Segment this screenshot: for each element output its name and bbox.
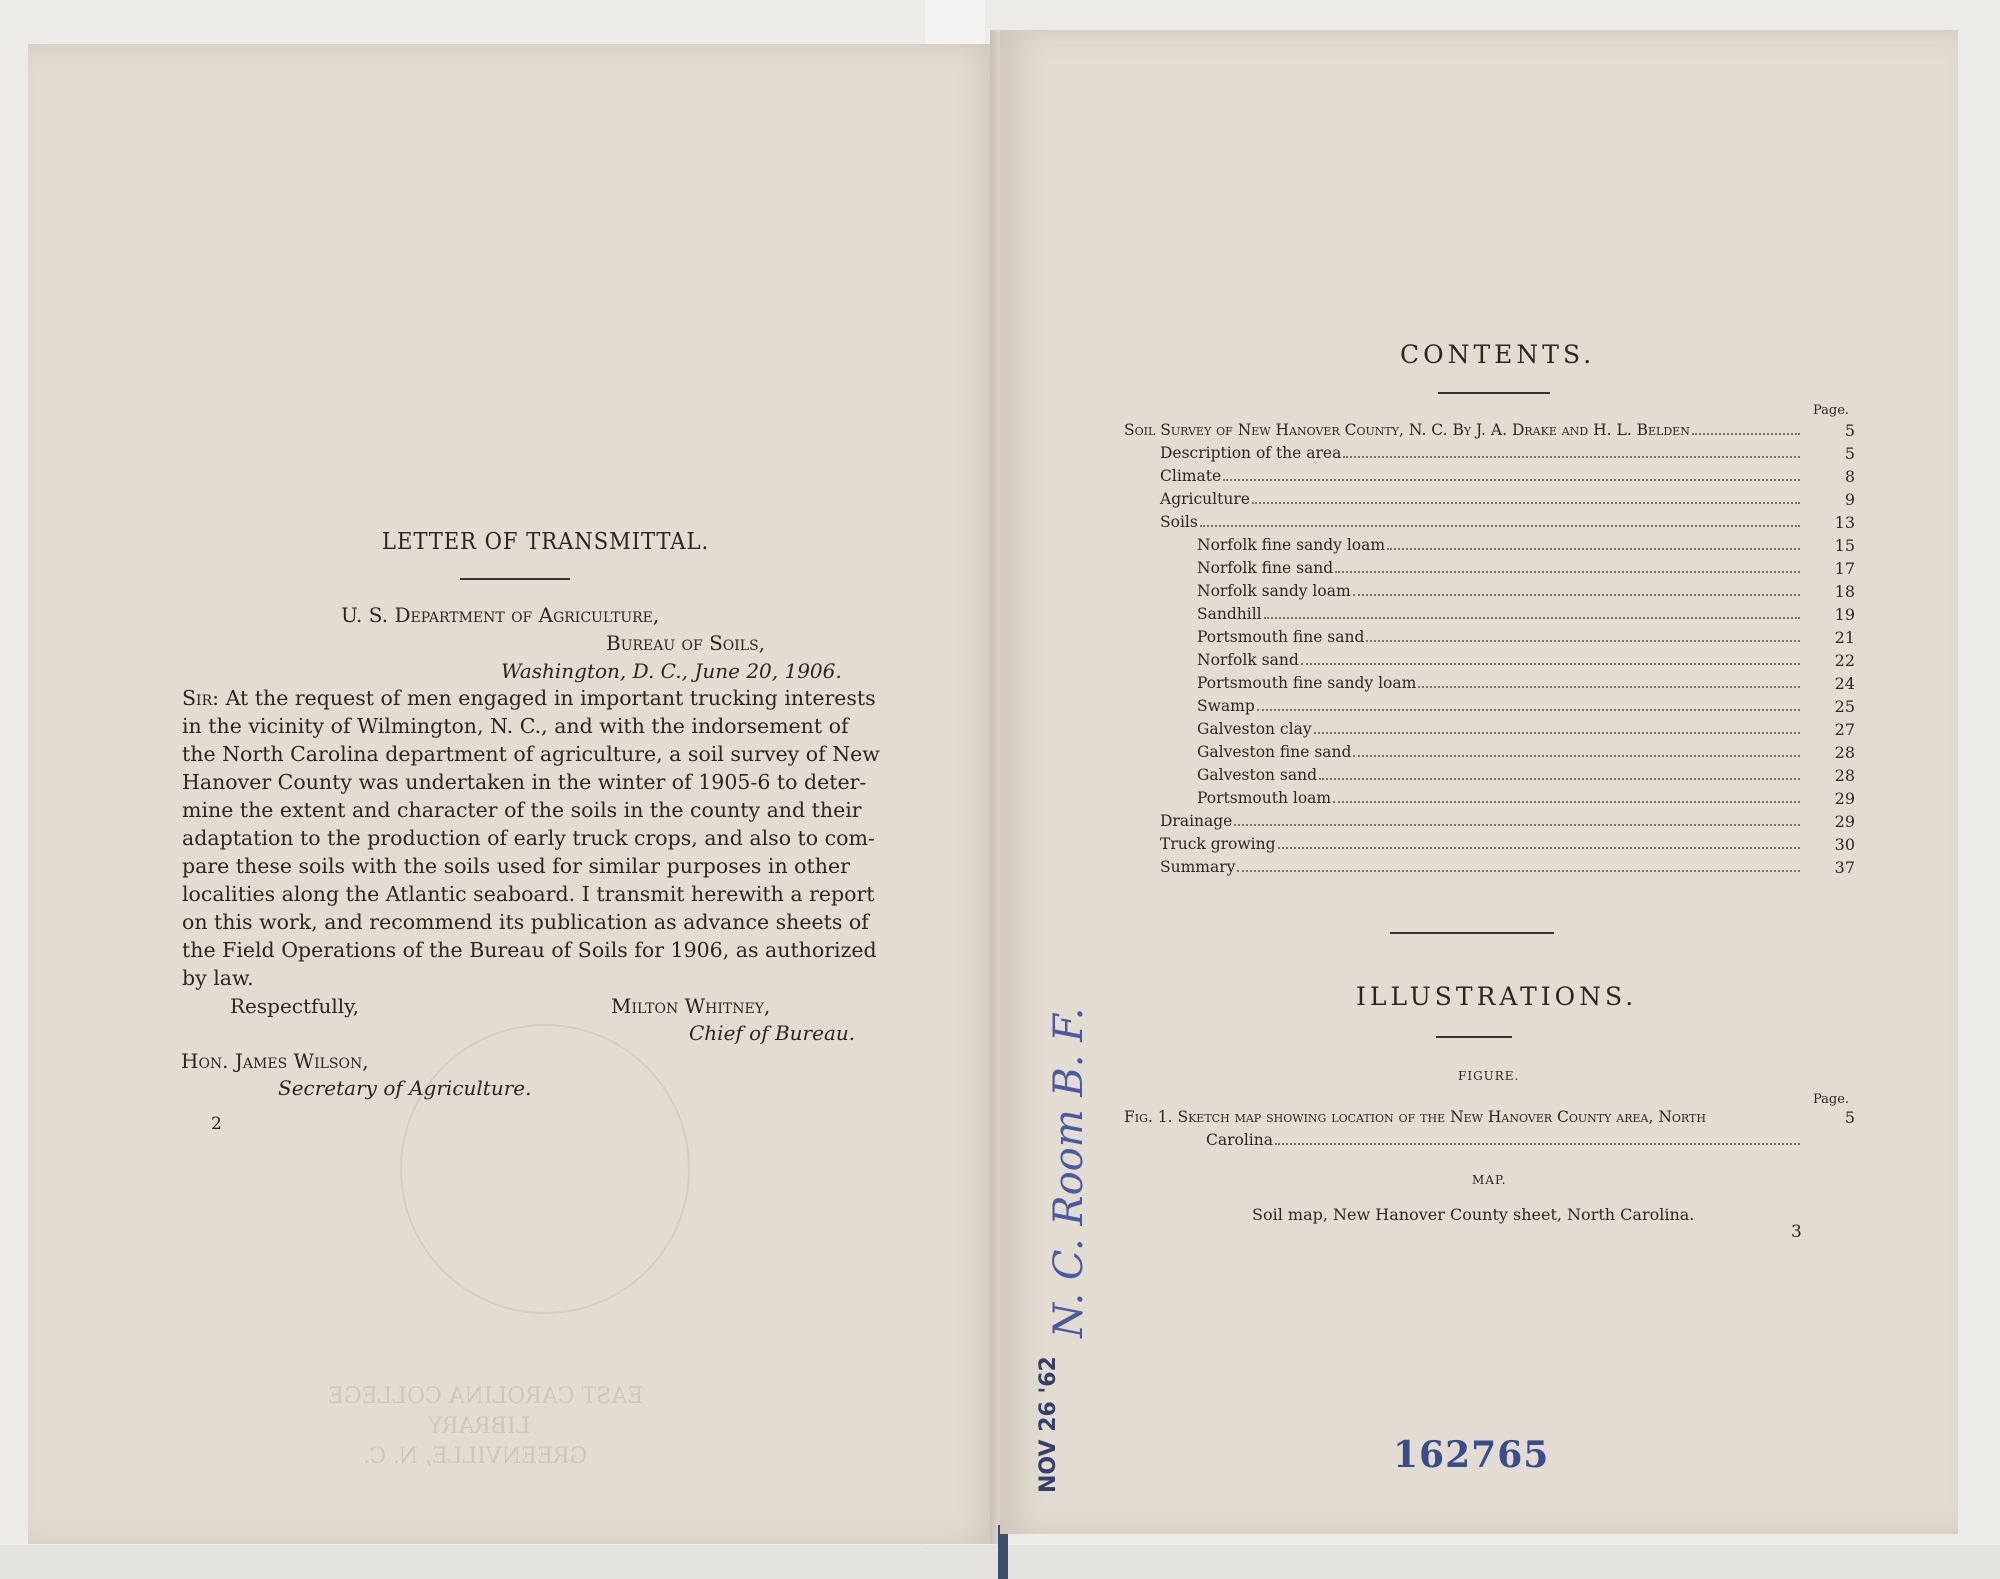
page-number-left: 2: [211, 1114, 222, 1134]
toc-entry-page: 37: [1834, 858, 1855, 877]
body-line-10: the Field Operations of the Bureau of Soils for 1906, as authorized: [182, 938, 877, 962]
toc-entry-page: 30: [1834, 835, 1855, 854]
title-rule: [460, 578, 570, 580]
toc-entry: Portsmouth fine sand: [1197, 628, 1804, 650]
toc-main-label: Soil Survey of New Hanover County, N. C. By J. A. Drake and H. L. Belden: [1124, 421, 1690, 439]
toc-entry: Galveston sand: [1197, 766, 1804, 788]
page-header: Page.: [1813, 403, 1850, 418]
handwritten-note: N. C. Room B. F.: [1046, 1007, 1092, 1338]
body-line-8: localities along the Atlantic seaboard. I transmit herewith a report: [182, 882, 875, 906]
illustrations-title: ILLUSTRATIONS.: [1356, 982, 1638, 1011]
toc-entry-page: 27: [1834, 720, 1855, 739]
address-line-1: U. S. Department of Agriculture,: [341, 603, 660, 627]
recipient-name: Hon. James Wilson,: [181, 1049, 369, 1073]
toc-entry-page: 8: [1844, 467, 1855, 486]
address-line-3: Washington, D. C., June 20, 1906.: [501, 659, 842, 683]
toc-entry-page: 9: [1844, 490, 1855, 509]
section-divider: [1390, 932, 1554, 934]
library-stamp-line-1: EAST CAROLINA COLLEGE: [328, 1384, 644, 1409]
left-page: [28, 44, 1000, 1544]
figure-header: FIGURE.: [1458, 1069, 1520, 1083]
toc-entry-page: 24: [1834, 674, 1855, 693]
toc-main-page: 5: [1844, 421, 1855, 440]
toc-entry-page: 5: [1844, 444, 1855, 463]
toc-entry: Drainage: [1160, 812, 1804, 834]
toc-entry: Norfolk fine sandy loam: [1197, 536, 1804, 558]
toc-entry: Portsmouth loam: [1197, 789, 1804, 811]
recipient-title: Secretary of Agriculture.: [278, 1076, 532, 1100]
toc-entry-page: 25: [1834, 697, 1855, 716]
toc-entry: Galveston fine sand: [1197, 743, 1804, 765]
signer-name: Milton Whitney,: [611, 994, 771, 1018]
toc-entry: Summary: [1160, 858, 1804, 880]
accession-number-stamp: 162765: [1393, 1434, 1550, 1476]
body-line-9: on this work, and recommend its publication as advance sheets of: [182, 910, 869, 934]
figure-page: 5: [1844, 1108, 1855, 1127]
figure-page-header: Page.: [1813, 1092, 1850, 1107]
toc-entry-page: 18: [1834, 582, 1855, 601]
toc-entry-page: 29: [1834, 812, 1855, 831]
page-number-right: 3: [1791, 1222, 1802, 1242]
body-line-5: mine the extent and character of the soils in the county and their: [182, 798, 862, 822]
toc-entry-page: 21: [1834, 628, 1855, 647]
toc-entry: Agriculture: [1160, 490, 1804, 512]
toc-entry: Norfolk fine sand: [1197, 559, 1804, 581]
salutation: Sir:: [182, 686, 220, 710]
right-page: [1000, 30, 1958, 1534]
map-header: MAP.: [1472, 1173, 1507, 1187]
toc-entry: Portsmouth fine sandy loam: [1197, 674, 1804, 696]
map-line: Soil map, New Hanover County sheet, North Carolina.: [1252, 1205, 1695, 1224]
address-line-2: Bureau of Soils,: [606, 631, 766, 655]
toc-entry: Norfolk sand: [1197, 651, 1804, 673]
closing: Respectfully,: [230, 994, 360, 1018]
toc-entry: Climate: [1160, 467, 1804, 489]
illustrations-rule: [1436, 1036, 1512, 1038]
toc-entry-page: 15: [1834, 536, 1855, 555]
library-stamp-line-2: LIBRARY: [428, 1414, 531, 1439]
toc-entry-page: 28: [1834, 743, 1855, 762]
toc-entry: Galveston clay: [1197, 720, 1804, 742]
toc-entry: Swamp: [1197, 697, 1804, 719]
toc-entry-page: 17: [1834, 559, 1855, 578]
toc-entry-page: 19: [1834, 605, 1855, 624]
toc-entry: Truck growing: [1160, 835, 1804, 857]
date-stamp: NOV 26 '62: [1036, 1356, 1061, 1493]
toc-entry-page: 28: [1834, 766, 1855, 785]
toc-entry-page: 29: [1834, 789, 1855, 808]
toc-entry: Norfolk sandy loam: [1197, 582, 1804, 604]
figure-line-2: Carolina: [1206, 1131, 1804, 1153]
body-line-1: Sir: At the request of men engaged in important trucking interests: [182, 686, 876, 710]
figure-line-1: Fig. 1. Sketch map showing location of the New Hanover County area, North: [1124, 1108, 1706, 1126]
seal-bleedthrough: [400, 1024, 690, 1314]
contents-title: CONTENTS.: [1400, 340, 1596, 369]
toc-entry-page: 13: [1834, 513, 1855, 532]
body-line-4: Hanover County was undertaken in the winter of 1905-6 to deter-: [182, 770, 867, 794]
body-line-2: in the vicinity of Wilmington, N. C., and with the indorsement of: [182, 714, 849, 738]
signer-title: Chief of Bureau.: [689, 1021, 856, 1045]
body-line-6: adaptation to the production of early truck crops, and also to com-: [182, 826, 875, 850]
toc-entry: Sandhill: [1197, 605, 1804, 627]
letter-title: LETTER OF TRANSMITTAL.: [382, 529, 710, 555]
body-line-3: the North Carolina department of agriculture, a soil survey of New: [182, 742, 880, 766]
toc-entry-page: 22: [1834, 651, 1855, 670]
toc-main-entry: [1124, 421, 1804, 443]
toc-entry: Soils: [1160, 513, 1804, 535]
toc-entry: Description of the area: [1160, 444, 1804, 466]
contents-rule: [1438, 392, 1550, 394]
library-stamp-line-3: GREENVILLE, N. C.: [363, 1444, 588, 1469]
body-line-11: by law.: [182, 966, 254, 990]
body-line-7: pare these soils with the soils used for similar purposes in other: [182, 854, 850, 878]
